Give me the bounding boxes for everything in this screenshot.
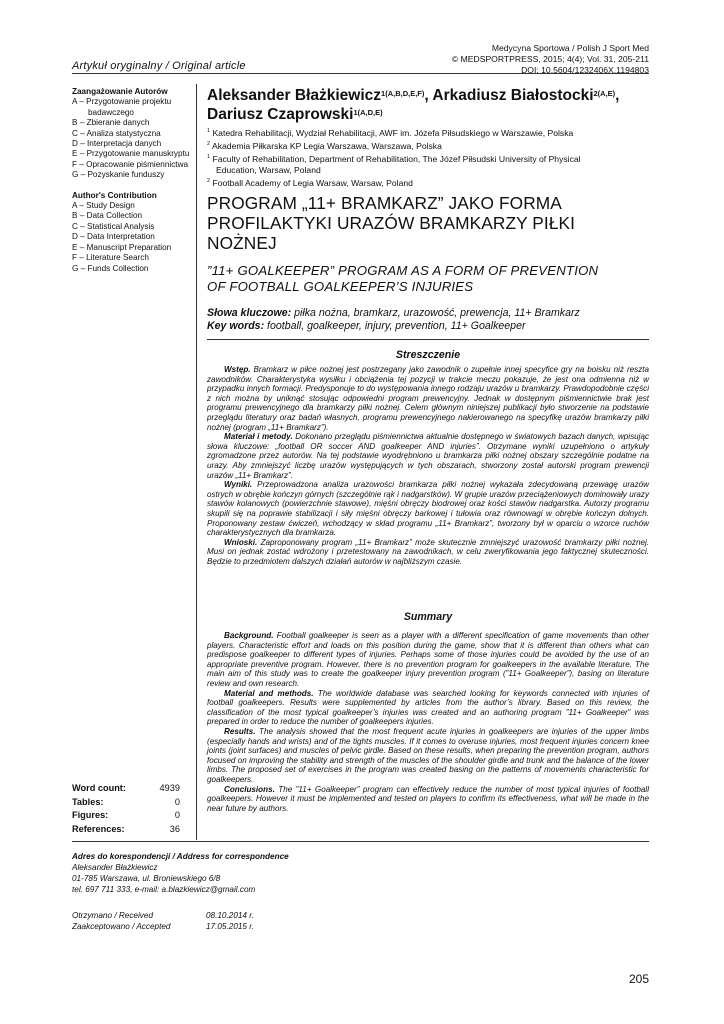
abstract-paragraph: Materiał i metody. Dokonano przeglądu piśmiennictwa aktualnie dostępnego w światowych bazach danych, wpisując słowa kluczowe: „football OR soccer AND goalkeeper AND injuries”. Otrzymane wyniki uzupełniono o artykuły zgromadzone przez autorów. Na tej podstawie wyodrębniono u bramkarza piłki nożnej obszary szczególnie podatne na urazy. Aby zmniejszyć liczbę urazów występujących w tych obszarach, stworzony został autorski program prewencji urazów „11+ Bramkarz”. <box>207 432 649 480</box>
author-name: Aleksander Błażkiewicz <box>207 87 382 104</box>
streszczenie-body <box>207 365 649 566</box>
abstract-paragraph: Wnioski. Zaproponowany program „11+ Bramkarz” może skutecznie zmniejszyć urazowość bramkarzy piłki nożnej. Musi on jednak zostać wdrożony i przetestowany na zawodnikach, w celu zweryfikowania jego faktycznej skuteczności. Będzie to przedmiotem dalszych działań autorów w najbliższym czasie. <box>207 537 649 566</box>
contribution-item: G – Pozyskanie funduszy <box>72 170 165 180</box>
contribution-item: D – Interpretacja danych <box>72 139 162 149</box>
affiliation: $^1$ Faculty of Rehabilitation, Department of Rehabilitation, The Józef Piłsudski University of Physical <box>207 153 581 164</box>
affiliation: $^2$ Akademia Piłkarska KP Legia Warszawa, Warszawa, Polska <box>207 140 442 151</box>
tables-label: Tables: <box>72 796 104 807</box>
word-count-label: Word count: <box>72 783 126 793</box>
journal-name: Medycyna Sportowa / Polish J Sport Med <box>491 43 649 53</box>
sidebar-divider <box>196 84 197 840</box>
affiliation: $^2$ Football Academy of Legia Warsaw, Warsaw, Poland <box>207 177 413 188</box>
title-polish: PROGRAM „11+ BRAMKARZ” JAKO FORMA PROFILAKTYKI URAZÓW BRAMKARZY PIŁKI NOŻNEJ <box>207 193 576 253</box>
contribution-item: A – Przygotowanie projektu <box>72 97 172 107</box>
correspondence-contact: tel. 697 711 333, e-mail: a.blazkiewicz@gmail.com <box>72 885 256 894</box>
received-label: Otrzymano / Received <box>72 911 153 920</box>
word-count-value: 4939 <box>159 783 180 793</box>
accepted-date: 17.05.2015 r. <box>206 922 254 931</box>
affiliation: $^1$ Katedra Rehabilitacji, Wydział Rehabilitacji, AWF im. Józefa Piłsudskiego w Warszawie, Polska <box>207 127 574 138</box>
contribution-item: badawczego <box>88 107 134 117</box>
contribution-item: B – Data Collection <box>72 211 143 221</box>
contribution-item: C – Analiza statystyczna <box>72 128 161 138</box>
keywords <box>207 307 657 332</box>
summary-body <box>207 631 649 813</box>
header-divider <box>72 73 649 74</box>
abstract-paragraph: Background. Football goalkeeper is seen as a player with a different specification of game movements than other players. Characteristic effort and loads on this position during the game, show that it is different than others what can predispose goalkeeper to different types of injuries. Perhaps some of those injuries could be avoided by the use of an appropriate preventive program. However, there is no prevention program for goalkeepers in the available literature. The main aim of this study was to create the goalkeeper injury prevention program (”11+ Goalkeeper”), basing on literature review and own research. <box>207 631 649 688</box>
references-label: References: <box>72 823 125 834</box>
abstract-paragraph: Wyniki. Przeprowadzona analiza urazowości bramkarza piłki nożnej wykazała zdecydowaną przewagę urazów ostrych w obrębie kończyn górnych (szczególnie rąk i nadgarstków). W grupie urazów przeciążeniowych dominowały urazy stawów kolanowych (powierzchnie stawowe), mięśni obręczy biodrowej oraz kości stawów nadgarstka. Autorzy programu skupili się na poprawie stabilizacji i siły mięśni obręczy barkowej i tułowia oraz równowagi w obrębie kończyn dolnych. Proponowany zestaw ćwiczeń, wchodzący w skład programu „11+ Bramkarz”, tworzony był w oparciu o wzorce ruchów charakterystycznych dla bramkarza. <box>207 480 649 538</box>
contribution-item: A – Study Design <box>72 201 135 211</box>
journal-header <box>452 43 649 76</box>
references-value: 36 <box>169 823 180 834</box>
correspondence-address: 01-785 Warszawa, ul. Broniewskiego 6/8 <box>72 874 221 883</box>
streszczenie-heading: Streszczenie <box>395 349 461 361</box>
author-name: Arkadiusz Białostocki <box>432 87 594 104</box>
keywords-label-en: Key words: <box>207 319 265 332</box>
article-dates <box>72 910 254 932</box>
contribution-item: E – Przygotowanie manuskryptu <box>72 149 190 159</box>
author-affiliation-mark: 2(A,E) <box>593 89 616 98</box>
keywords-en: football, goalkeeper, injury, prevention, 11+ Goalkeeper <box>264 319 526 332</box>
author-affiliation-mark: 1(A,B,D,E,F) <box>381 89 425 98</box>
contribution-item: G – Funds Collection <box>72 263 149 273</box>
contribution-item: C – Statistical Analysis <box>72 221 155 231</box>
contribution-item: B – Zbieranie danych <box>72 118 150 128</box>
footer-divider <box>72 841 649 842</box>
correspondence-title: Adres do korespondencji / Address for correspondence <box>72 852 289 861</box>
figures-value: 0 <box>174 810 180 820</box>
abstract-paragraph: Conclusions. The ”11+ Goalkeeper” program can effectively reduce the number of most typical injuries of football goalkeepers. However it must be implemented and tested on players to confirm its effectiveness, what will be made in the near future by authors. <box>207 784 649 813</box>
tables-value: 0 <box>174 796 180 807</box>
affiliation-continuation: Education, Warsaw, Poland <box>216 164 321 175</box>
author-list: Aleksander Błażkiewicz$^{1(A,B,D,E,F)}$, Arkadiusz Białostocki$^{2(A,E)}$, Dariusz Czaprowski$^{1(A,D,E)}$ <box>207 87 620 123</box>
received-date: 08.10.2014 r. <box>206 911 254 920</box>
summary-heading: Summary <box>403 611 453 623</box>
affiliations <box>207 126 652 188</box>
author-contribution-sidebar <box>72 87 190 274</box>
keywords-pl: piłka nożna, bramkarz, urazowość, prewencja, 11+ Bramkarz <box>291 307 580 319</box>
article-stats <box>72 782 180 836</box>
author-name: Dariusz Czaprowski <box>207 106 354 123</box>
contribution-title-en: Author's Contribution <box>72 190 157 200</box>
correspondence <box>72 851 422 895</box>
abstract-divider <box>207 339 649 340</box>
contribution-item: F – Literature Search <box>72 253 149 263</box>
doi: DOI: 10.5604/1232406X.1194803 <box>521 65 649 75</box>
figures-label: Figures: <box>72 810 109 820</box>
abstract-paragraph: Material and methods. The worldwide database was searched looking for keywords connected with injuries of football goalkeepers. Results were supplemented by articles from the author’s library. Based on this review, the classification of the most typical goalkeeper’s injuries was created and an authoring program ”11+ Goalkeeper” was prepared in order to reduce the number of goalkeepers injuries. <box>207 688 649 727</box>
author-affiliation-mark: 1(A,D,E) <box>353 108 383 117</box>
contribution-item: F – Opracowanie piśmiennictwa <box>72 159 189 169</box>
correspondence-name: Aleksander Błażkiewicz <box>72 863 158 872</box>
page-number: 205 <box>628 972 649 986</box>
title-english: ”11+ GOALKEEPER” PROGRAM AS A FORM OF PREVENTION OF FOOTBALL GOALKEEPER’S INJURIES <box>207 263 599 294</box>
keywords-label-pl: Słowa kluczowe: <box>207 307 292 319</box>
publisher-line: © MEDSPORTPRESS, 2015; 4(4); Vol. 31, 205-211 <box>451 54 649 64</box>
accepted-label: Zaakceptowano / Accepted <box>72 922 171 931</box>
article-type: Artykuł oryginalny / Original article <box>72 60 246 72</box>
contribution-item: E – Manuscript Preparation <box>72 242 172 252</box>
abstract-paragraph: Results. The analysis showed that the most frequent acute injuries in goalkeepers are injuries of the upper limbs (especially hands and wrists) and of the tights muscles. If it comes to overuse injuries, most frequent injuries concern knee joints (joint surfaces) and muscles of pelvic girdle. Based on these results, when preparing the prevention program, authors focused on improving the stability and strength of the muscles of the shoulder girdle and trunk and the balance of the lower limbs. The proposed set of exercises in the program was created basing on the patterns of movements characteristic for goalkeepers. <box>207 726 649 784</box>
contribution-item: D – Data Interpretation <box>72 232 155 242</box>
abstract-paragraph: Wstęp. Bramkarz w piłce nożnej jest postrzegany jako zawodnik o zupełnie innej specyfice gry na boisku niż reszta zawodników. Charakterystyka wysiłku i obciążenia tej pozycji w trakcie meczu pokazuje, że jest ona odmienna niż w przypadku innych formacji. Predysponuje to do występowania innego rodzaju urazów u bramkarzy. Prawdopodobnie części z nich można by uniknąć stosując odpowiedni program prewencyjny. Jednak w dostępnym piśmiennictwie brak jest programu prewencyjnego dla bramkarzy piłki nożnej. Celem głównym niniejszej publikacji było stworzenie na podstawie przeglądu literatury oraz badań własnych, programu prewencyjnego nakierowanego na specyfikę urazów bramkarzy piłki nożnej (program „11+ Bramkarz”). <box>207 365 649 432</box>
contribution-title-pl: Zaangażowanie Autorów <box>72 87 168 96</box>
